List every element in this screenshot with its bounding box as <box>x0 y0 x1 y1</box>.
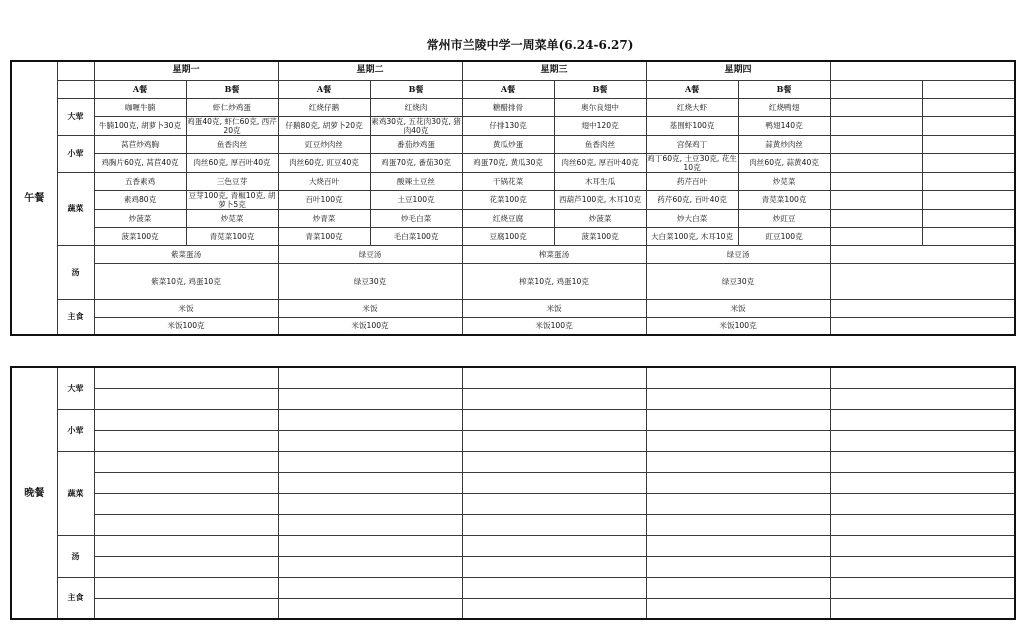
dinner-menu-table <box>10 366 1016 620</box>
dish-name: 五香素鸡 <box>94 172 186 190</box>
soup-row <box>11 245 1015 263</box>
staple-row <box>11 299 1015 317</box>
dish-name: 蒜黄炒肉丝 <box>738 135 830 153</box>
minor-dish-detail-row <box>11 153 1015 172</box>
dish-name: 豇豆炒肉丝 <box>278 135 370 153</box>
dish-name: 酸辣土豆丝 <box>370 172 462 190</box>
dinner-label: 晚餐 <box>11 367 57 619</box>
dish-name: 鱼香肉丝 <box>186 135 278 153</box>
dish-name: 番茄炒鸡蛋 <box>370 135 462 153</box>
dish-detail: 青苋菜100克 <box>186 227 278 245</box>
dish-name: 炒菠菜 <box>94 209 186 227</box>
dish-detail: 豆芽100克, 青椒10克, 胡萝卜5克 <box>186 190 278 209</box>
dish-detail: 豆腐100克 <box>462 227 554 245</box>
dish-name: 木耳生瓜 <box>554 172 646 190</box>
dish-detail: 仔排130克 <box>462 116 554 135</box>
dish-detail: 素鸡30克, 五花肉30克, 猪肉40克 <box>371 116 461 135</box>
set-b-label: B餐 <box>186 80 278 98</box>
dish-name: 鱼香肉丝 <box>554 135 646 153</box>
dish-detail: 鸡蛋70克, 番茄30克 <box>370 153 462 172</box>
soup-detail: 绿豆30克 <box>278 263 462 299</box>
staple-detail: 米饭100克 <box>646 317 830 335</box>
dish-name: 红烧鸭翅 <box>738 98 830 116</box>
soup-detail: 紫菜10克, 鸡蛋10克 <box>94 263 278 299</box>
dish-detail: 翅中120克 <box>554 116 646 135</box>
vegetable-row <box>11 209 1015 227</box>
dish-detail: 鸡蛋40克, 虾仁60克, 西芹20克 <box>187 116 277 135</box>
dish-name: 莴苣炒鸡胸 <box>94 135 186 153</box>
day-header: 星期二 <box>278 61 462 80</box>
staple-name: 米饭 <box>94 299 278 317</box>
staple-detail-row <box>11 317 1015 335</box>
lunch-label: 午餐 <box>11 61 57 335</box>
soup-detail-row <box>11 263 1015 281</box>
staple-detail: 米饭100克 <box>278 317 462 335</box>
day-header: 星期一 <box>94 61 278 80</box>
set-a-label: A餐 <box>646 80 738 98</box>
dish-name: 大烧百叶 <box>278 172 370 190</box>
vegetable-detail-row <box>11 227 1015 245</box>
dish-detail: 肉丝60克, 厚百叶40克 <box>186 153 278 172</box>
day-header: 星期四 <box>646 61 830 80</box>
dish-name: 红烧大虾 <box>646 98 738 116</box>
set-b-label: B餐 <box>370 80 462 98</box>
set-b-label: B餐 <box>554 80 646 98</box>
day-header: 星期三 <box>462 61 646 80</box>
dish-name: 红烧豆腐 <box>462 209 554 227</box>
soup-detail: 榨菜10克, 鸡蛋10克 <box>462 263 646 299</box>
soup-label: 汤 <box>57 535 94 577</box>
dish-name: 炒菠菜 <box>554 209 646 227</box>
set-header-row <box>11 80 1015 98</box>
dish-detail: 药芹60克, 百叶40克 <box>646 190 738 209</box>
staple-name: 米饭 <box>462 299 646 317</box>
dish-detail: 菠菜100克 <box>554 227 646 245</box>
dish-name: 炒大白菜 <box>646 209 738 227</box>
dish-detail: 西葫芦100克, 木耳10克 <box>554 190 646 209</box>
set-a-label: A餐 <box>462 80 554 98</box>
dish-detail: 肉丝60克, 豇豆40克 <box>278 153 370 172</box>
soup-label: 汤 <box>57 245 94 299</box>
dish-detail: 基围虾100克 <box>646 116 738 135</box>
set-a-label: A餐 <box>278 80 370 98</box>
set-b-label: B餐 <box>738 80 830 98</box>
dish-detail: 肉丝60克, 蒜黄40克 <box>738 153 830 172</box>
dish-name: 炒毛白菜 <box>370 209 462 227</box>
dish-detail: 肉丝60克, 厚百叶40克 <box>554 153 646 172</box>
dish-name: 黄瓜炒蛋 <box>462 135 554 153</box>
set-a-label: A餐 <box>94 80 186 98</box>
main-dish-row <box>11 98 1015 116</box>
soup-detail: 绿豆30克 <box>646 263 830 299</box>
main-dish-detail-row <box>11 116 1015 135</box>
main-dish-label: 大荤 <box>57 98 94 135</box>
dish-name: 宫保鸡丁 <box>646 135 738 153</box>
dish-name: 炒青菜 <box>278 209 370 227</box>
dish-detail: 仔鹅80克, 胡萝卜20克 <box>278 116 370 135</box>
dish-name: 三色豆芽 <box>186 172 278 190</box>
soup-name: 榨菜蛋汤 <box>462 245 646 263</box>
soup-name: 绿豆汤 <box>278 245 462 263</box>
dish-detail: 素鸡80克 <box>94 190 186 209</box>
dish-detail: 鸡丁60克, 土豆30克, 花生10克 <box>647 153 737 172</box>
dish-detail: 鸡胸片60克, 莴苣40克 <box>94 153 186 172</box>
main-dish-label: 大荤 <box>57 367 94 409</box>
vegetable-row <box>11 172 1015 190</box>
dish-detail: 土豆100克 <box>370 190 462 209</box>
dish-detail: 青菜100克 <box>278 227 370 245</box>
dish-detail: 鸡蛋70克, 黄瓜30克 <box>462 153 554 172</box>
minor-dish-label: 小荤 <box>57 409 94 451</box>
dish-detail: 豇豆100克 <box>738 227 830 245</box>
soup-name: 紫菜蛋汤 <box>94 245 278 263</box>
dish-name: 炒苋菜 <box>738 172 830 190</box>
dish-detail: 鸭翅140克 <box>738 116 830 135</box>
minor-dish-label: 小荤 <box>57 135 94 172</box>
staple-detail: 米饭100克 <box>462 317 646 335</box>
dish-name: 红烧肉 <box>370 98 462 116</box>
dish-detail: 百叶100克 <box>278 190 370 209</box>
soup-name: 绿豆汤 <box>646 245 830 263</box>
dish-detail: 牛腩100克, 胡萝卜30克 <box>94 116 186 135</box>
minor-dish-row <box>11 135 1015 153</box>
dish-detail: 毛白菜100克 <box>370 227 462 245</box>
dish-detail: 菠菜100克 <box>94 227 186 245</box>
vegetable-label: 蔬菜 <box>57 451 94 535</box>
lunch-menu-table <box>10 60 1016 336</box>
dish-name: 奥尔良翅中 <box>554 98 646 116</box>
dish-name: 咖喱牛腩 <box>94 98 186 116</box>
dish-detail: 青苋菜100克 <box>738 190 830 209</box>
vegetable-detail-row <box>11 190 1015 209</box>
dinner-top-row <box>11 367 1015 388</box>
dish-name: 药芹百叶 <box>646 172 738 190</box>
dish-detail: 花菜100克 <box>462 190 554 209</box>
dish-detail: 大白菜100克, 木耳10克 <box>646 227 738 245</box>
dish-name: 虾仁炒鸡蛋 <box>186 98 278 116</box>
staple-name: 米饭 <box>646 299 830 317</box>
page-title: 常州市兰陵中学一周菜单(6.24-6.27) <box>426 38 634 52</box>
day-header-row <box>11 61 1015 80</box>
staple-name: 米饭 <box>278 299 462 317</box>
dish-name: 糖醋排骨 <box>462 98 554 116</box>
dish-name: 炒豇豆 <box>738 209 830 227</box>
vegetable-label: 蔬菜 <box>57 172 94 245</box>
staple-label: 主食 <box>57 577 94 619</box>
dish-name: 炒苋菜 <box>186 209 278 227</box>
staple-label: 主食 <box>57 299 94 335</box>
dish-name: 红烧仔鹅 <box>278 98 370 116</box>
staple-detail: 米饭100克 <box>94 317 278 335</box>
dish-name: 干锅花菜 <box>462 172 554 190</box>
